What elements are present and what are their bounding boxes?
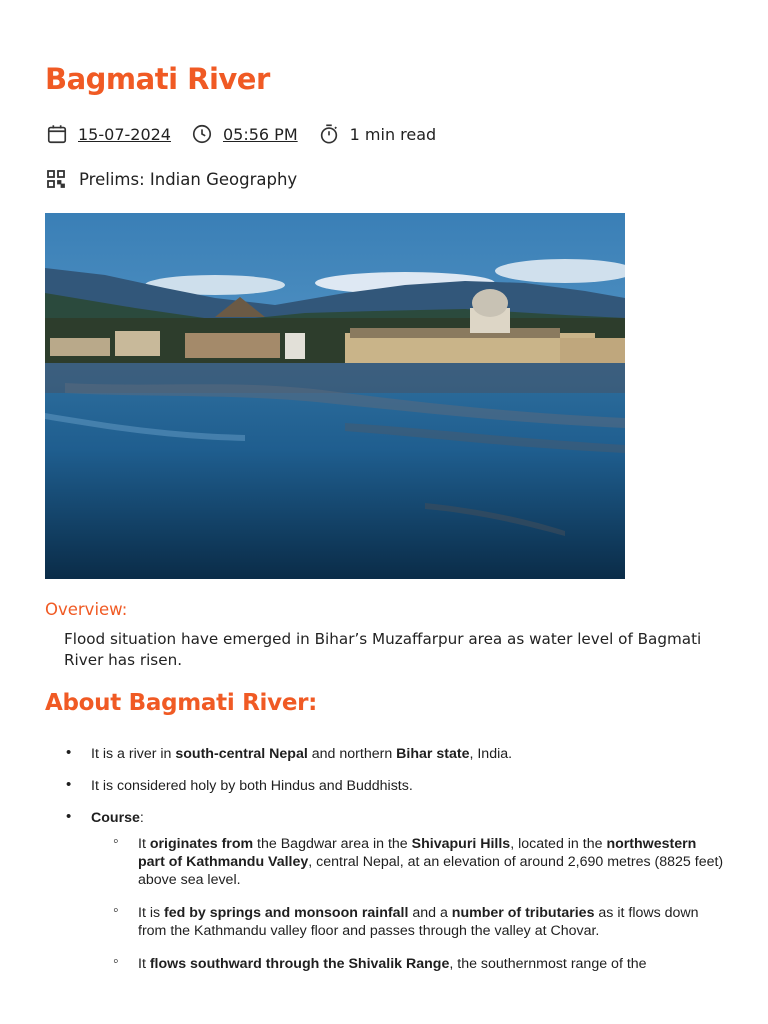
bold-segment: Bihar state: [396, 746, 470, 762]
text-segment: It: [138, 836, 150, 852]
about-heading: About Bagmati River:: [45, 690, 318, 716]
category-label: Prelims: Indian Geography: [79, 169, 298, 189]
bold-segment: south-central Nepal: [175, 746, 308, 762]
list-item: [66, 745, 726, 763]
about-list: [66, 745, 726, 988]
text-segment: It is considered holy by both Hindus and Buddhists.: [91, 778, 413, 794]
text-segment: , central Nepal, at an elevation of around 2,690 metres (8825 feet) above sea level.: [138, 854, 724, 888]
text-segment: , India.: [469, 746, 513, 762]
bold-segment: Course: [91, 810, 140, 826]
article-image: [45, 213, 625, 579]
list-item: [66, 809, 726, 973]
text-segment: and northern: [307, 746, 397, 762]
text-segment: It is: [138, 905, 165, 921]
bold-segment: flows southward through the Shivalik Range: [149, 956, 450, 972]
text-segment: the Bagdwar area in the: [253, 836, 412, 852]
sublist-item: [113, 904, 726, 940]
read-time-item: [318, 123, 437, 145]
text-segment: , located in the: [510, 836, 607, 852]
list-item: [66, 777, 726, 795]
text-segment: , the southernmost range of the: [449, 956, 647, 972]
text-segment: as it flows down from the Kathmandu valley floor and passes through the valley at Chovar.: [138, 905, 699, 939]
grid-icon: [46, 169, 66, 189]
date-link[interactable]: 15-07-2024: [78, 124, 171, 144]
category-row: [46, 169, 297, 189]
text-segment: :: [139, 810, 144, 826]
course-sublist: [113, 835, 726, 973]
time-item: [191, 123, 298, 145]
bold-segment: Shivapuri Hills: [411, 836, 511, 852]
article-title: Bagmati River: [45, 62, 270, 96]
overview-heading: Overview:: [45, 600, 128, 619]
bold-segment: number of tributaries: [451, 905, 595, 921]
text-segment: and a: [408, 905, 452, 921]
bold-segment: northwestern part of Kathmandu Valley: [138, 836, 697, 870]
sublist-item: [113, 955, 726, 973]
river-photo: [45, 213, 625, 579]
overview-text: Flood situation have emerged in Bihar’s Muzaffarpur area as water level of Bagmati River has risen.: [64, 630, 702, 669]
text-segment: It: [138, 956, 150, 972]
bold-segment: originates from: [149, 836, 254, 852]
bold-segment: fed by springs and monsoon rainfall: [164, 905, 409, 921]
article-meta: [46, 123, 456, 145]
stopwatch-icon: [318, 123, 340, 145]
time-link[interactable]: 05:56 PM: [222, 124, 298, 144]
date-item: [46, 123, 171, 145]
read-time: 1 min read: [349, 124, 437, 144]
calendar-icon: [46, 123, 68, 145]
sublist-item: [113, 835, 726, 889]
text-segment: It is a river in: [91, 746, 176, 762]
clock-icon: [191, 123, 213, 145]
